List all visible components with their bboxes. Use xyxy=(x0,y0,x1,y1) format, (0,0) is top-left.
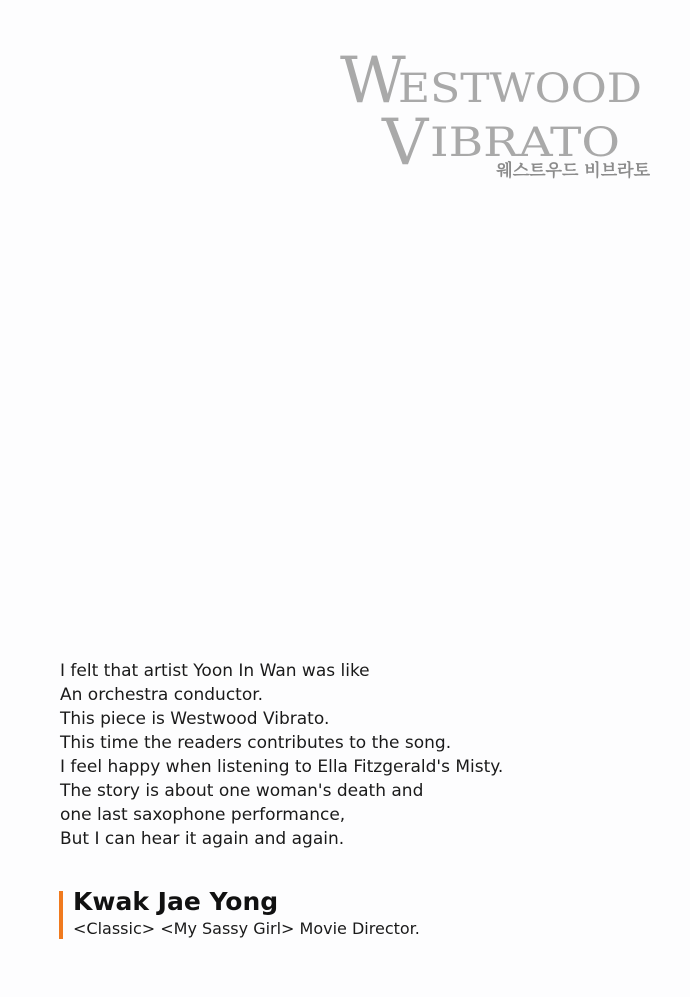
quote-line: I feel happy when listening to Ella Fitzgerald's Misty. xyxy=(60,757,504,777)
credit-block xyxy=(59,887,619,939)
quote-line: I felt that artist Yoon In Wan was like xyxy=(60,661,370,681)
author-role: <Classic> <My Sassy Girl> Movie Director. xyxy=(73,919,420,938)
logo-title-initial-w: W xyxy=(340,52,406,118)
quote-line: The story is about one woman's death and xyxy=(60,781,424,801)
logo-title-line1: ESTWOOD xyxy=(398,66,642,112)
quote-block xyxy=(60,659,620,851)
logo-korean-title: 웨스트우드 비브라토 xyxy=(496,161,650,181)
logo-title-initial-v: V xyxy=(382,106,429,180)
quote-line: This time the readers contributes to the song. xyxy=(60,733,452,753)
quote-line: But I can hear it again and again. xyxy=(60,829,345,849)
logo-title-line2: IBRATO xyxy=(430,120,620,166)
accent-bar xyxy=(59,891,63,939)
westwood-vibrato-logo xyxy=(340,52,650,187)
author-name: Kwak Jae Yong xyxy=(73,887,279,916)
quote-line: An orchestra conductor. xyxy=(60,685,264,705)
quote-line: This piece is Westwood Vibrato. xyxy=(60,709,330,729)
quote-line: one last saxophone performance, xyxy=(60,805,346,825)
